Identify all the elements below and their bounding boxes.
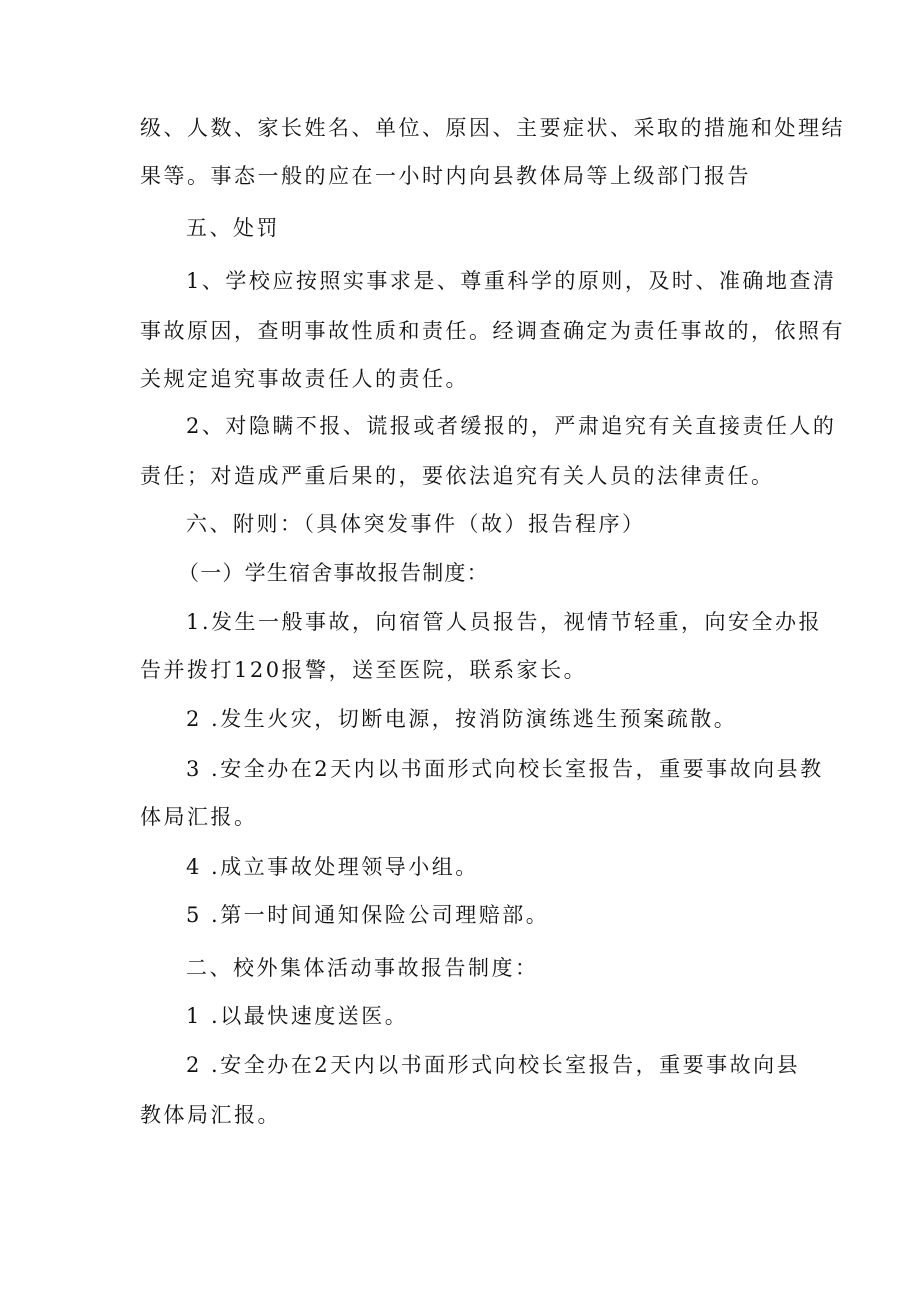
section-heading: 六、附则：（具体突发事件（故）报告程序） [186, 512, 646, 536]
text-line: 2 .发生火灾，切断电源，按消防演练逃生预案疏散。 [186, 707, 738, 731]
text-line: 3 .安全办在2天内以书面形式向校长室报告，重要事故向县教 [186, 757, 824, 781]
text-line: 体局汇报。 [140, 805, 258, 829]
text-line: 级、人数、家长姓名、单位、原因、主要症状、采取的措施和处理结 [140, 116, 845, 140]
text-line: 关规定追究事故责任人的责任。 [140, 367, 469, 391]
text-line: 4 .成立事故处理领导小组。 [186, 855, 479, 879]
text-line: 告并拨打120报警，送至医院，联系家长。 [140, 658, 588, 682]
text-line: 1.发生一般事故，向宿管人员报告，视情节轻重，向安全办报 [186, 610, 823, 634]
text-line: 事故原因，查明事故性质和责任。经调查确定为责任事故的，依照有 [140, 319, 845, 343]
section-heading: 五、处罚 [186, 216, 280, 240]
text-line: 1 .以最快速度送医。 [186, 1004, 409, 1028]
text-line: 2、对隐瞒不报、谎报或者缓报的，严肃追究有关直接责任人的 [186, 414, 837, 438]
text-line: 2 .安全办在2天内以书面形式向校长室报告，重要事故向县 [186, 1053, 801, 1077]
subsection-heading: （一）学生宿舍事故报告制度： [178, 561, 489, 585]
text-line: 1、学校应按照实事求是、尊重科学的原则，及时、准确地查清 [186, 269, 837, 293]
section-heading: 二、校外集体活动事故报告制度： [186, 956, 539, 980]
text-line: 教体局汇报。 [140, 1103, 281, 1127]
text-line: 果等。事态一般的应在一小时内向县教体局等上级部门报告 [140, 164, 751, 188]
text-line: 5 .第一时间通知保险公司理赔部。 [186, 903, 550, 927]
text-line: 责任；对造成严重后果的，要依法追究有关人员的法律责任。 [140, 464, 775, 488]
